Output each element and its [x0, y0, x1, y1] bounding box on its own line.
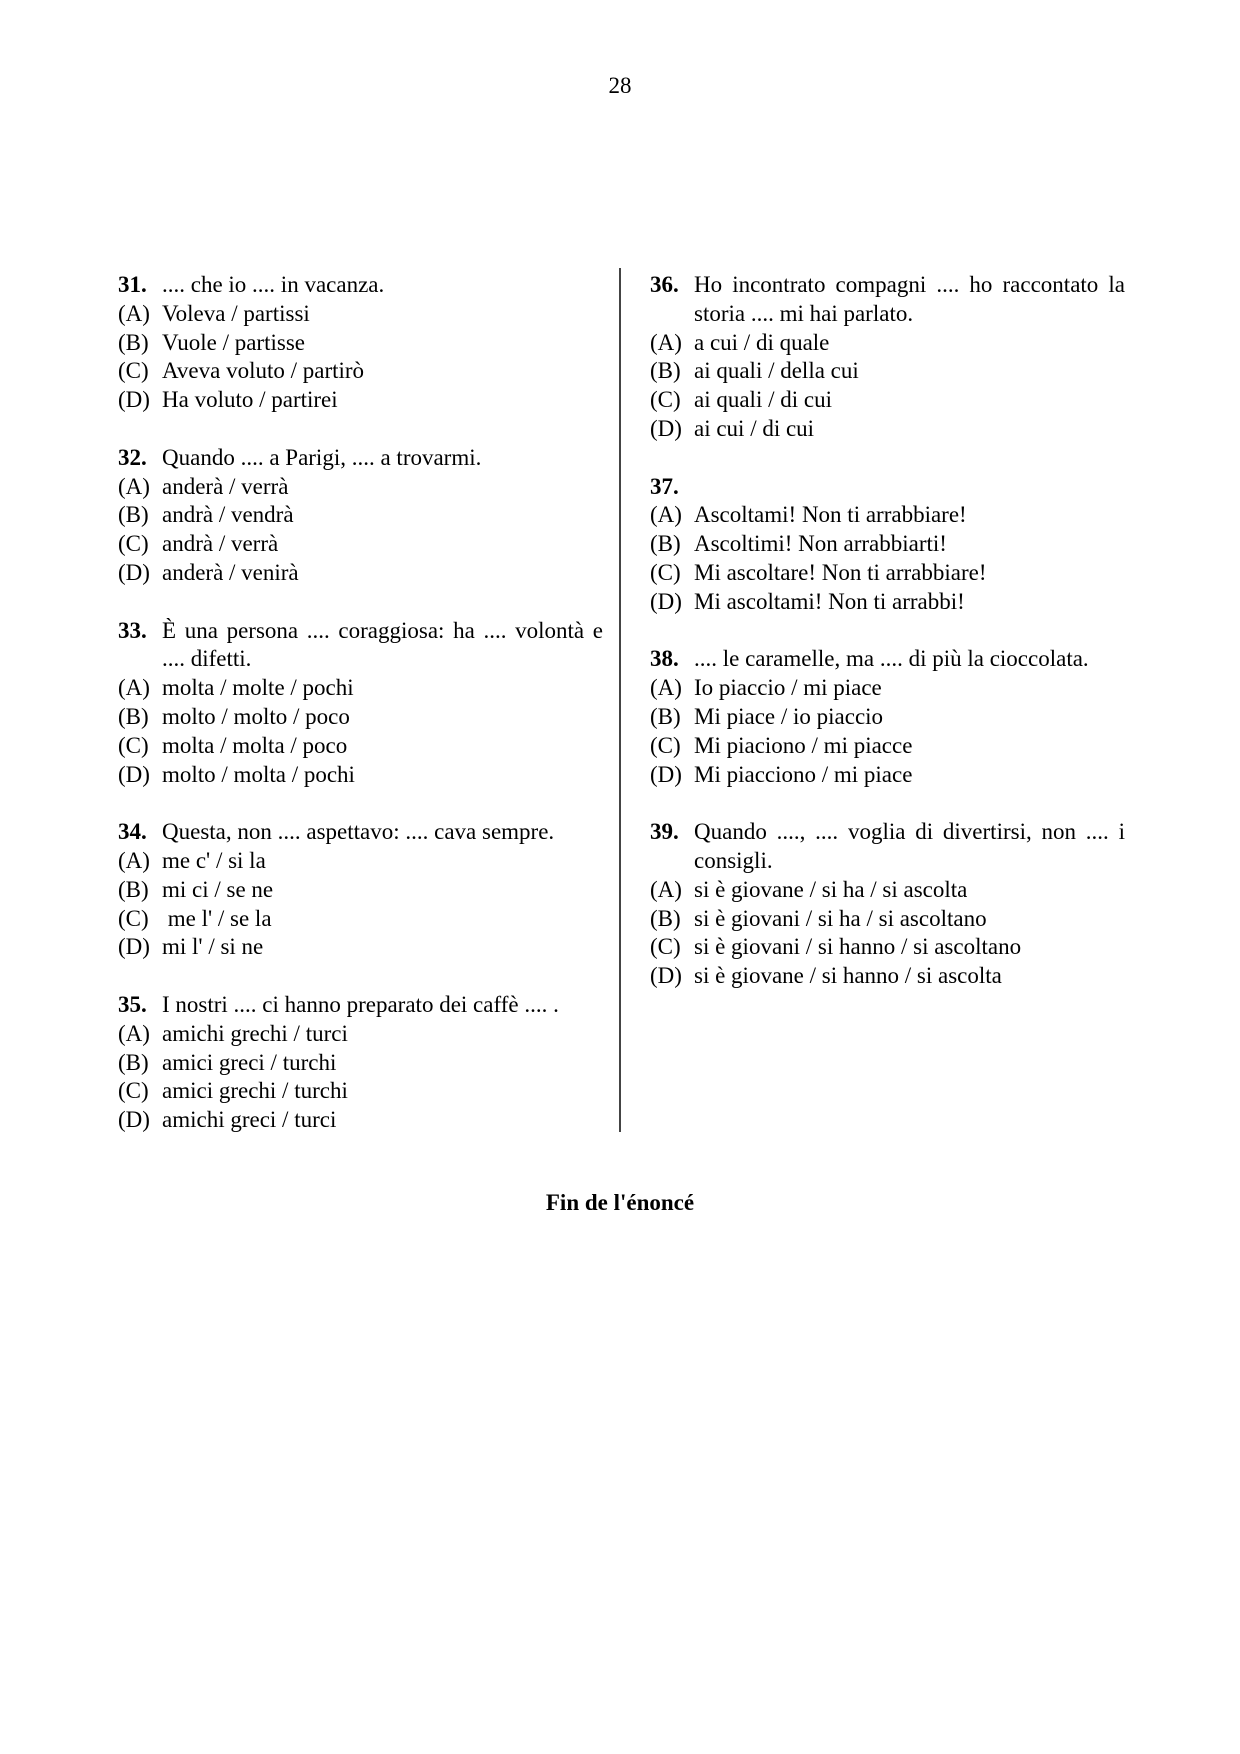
- answer-option: [650, 329, 1125, 358]
- option-text: si è giovane / si hanno / si ascolta: [694, 963, 1002, 989]
- option-text: andrà / vendrà: [162, 502, 294, 528]
- option-label: (D): [650, 963, 682, 989]
- option-label: (D): [650, 761, 682, 787]
- answer-option: [650, 905, 1125, 934]
- option-label: (B): [118, 502, 149, 528]
- answer-option: [650, 530, 1125, 559]
- question-stem: [118, 818, 603, 847]
- option-label: (B): [650, 703, 681, 729]
- question-text: [694, 473, 1125, 502]
- option-text: Mi piace / io piaccio: [694, 703, 884, 729]
- option-label: (D): [118, 1107, 150, 1133]
- option-label: (D): [118, 934, 150, 960]
- question: [118, 818, 603, 962]
- question: [118, 991, 603, 1135]
- option-text: a cui / di quale: [694, 329, 830, 355]
- question-stem: [118, 617, 603, 675]
- option-label: (A): [118, 473, 150, 499]
- column-divider: [619, 268, 621, 1132]
- question-stem: [118, 991, 603, 1020]
- answer-option: [650, 386, 1125, 415]
- answer-option: [650, 761, 1125, 790]
- option-text: mi ci / se ne: [162, 876, 274, 902]
- answer-option: [118, 386, 603, 415]
- answer-option: [650, 732, 1125, 761]
- answer-option: [118, 1049, 603, 1078]
- option-text: Mi ascoltami! Non ti arrabbi!: [694, 588, 965, 614]
- question-number: 35.: [118, 991, 147, 1017]
- answer-option: [118, 674, 603, 703]
- option-text: molta / molte / pochi: [162, 675, 354, 701]
- option-label: (D): [650, 588, 682, 614]
- option-text: Mi ascoltare! Non ti arrabbiare!: [694, 559, 987, 585]
- question: [650, 473, 1125, 617]
- option-label: (C): [118, 358, 149, 384]
- answer-option: [118, 761, 603, 790]
- option-text: me l' / se la: [162, 905, 272, 931]
- answer-option: [118, 1077, 603, 1106]
- option-text: si è giovane / si ha / si ascolta: [694, 876, 968, 902]
- question-text: I nostri .... ci hanno preparato dei caffè .... .: [162, 991, 559, 1017]
- question-number: 39.: [650, 819, 679, 845]
- right-column: [650, 271, 1125, 1020]
- option-label: (C): [650, 732, 681, 758]
- question-number: 31.: [118, 272, 147, 297]
- option-label: (B): [118, 329, 149, 355]
- option-label: (A): [650, 502, 682, 528]
- option-text: ai quali / di cui: [694, 387, 832, 413]
- option-text: Mi piacciono / mi piace: [694, 761, 913, 787]
- option-text: ai cui / di cui: [694, 415, 815, 441]
- question: [650, 645, 1125, 789]
- option-label: (A): [118, 675, 150, 701]
- option-text: molto / molto / poco: [162, 703, 350, 729]
- question-text: Ho incontrato compagni .... ho raccontato la storia .... mi hai parlato.: [694, 272, 1125, 326]
- answer-option: [118, 847, 603, 876]
- question-number: 37.: [650, 473, 679, 499]
- answer-option: [118, 530, 603, 559]
- question-number: 34.: [118, 819, 147, 845]
- answer-option: [118, 300, 603, 329]
- answer-option: [650, 933, 1125, 962]
- question-stem: [650, 473, 1125, 502]
- question-stem: [118, 444, 603, 473]
- option-label: (A): [118, 300, 150, 326]
- option-label: (B): [650, 905, 681, 931]
- option-text: ai quali / della cui: [694, 358, 859, 384]
- option-text: Ha voluto / partirei: [162, 387, 338, 413]
- option-text: Io piaccio / mi piace: [694, 675, 882, 701]
- option-text: me c' / si la: [162, 847, 266, 873]
- option-label: (A): [650, 329, 682, 355]
- option-text: andrà / verrà: [162, 531, 279, 557]
- question: [118, 271, 603, 415]
- answer-option: [650, 357, 1125, 386]
- end-of-statement: Fin de l'énoncé: [545, 1190, 695, 1215]
- answer-option: [118, 329, 603, 358]
- option-text: Mi piaciono / mi piacce: [694, 732, 913, 758]
- option-label: (C): [118, 1078, 149, 1104]
- answer-option: [118, 1106, 603, 1135]
- option-label: (D): [118, 761, 150, 787]
- question-stem: [650, 818, 1125, 876]
- option-text: amici grechi / turchi: [162, 1078, 348, 1104]
- question-text: Quando ...., .... voglia di divertirsi, non .... i consigli.: [694, 819, 1125, 873]
- option-text: amichi grechi / turci: [162, 1020, 348, 1046]
- question-stem: [650, 645, 1125, 674]
- question-stem: [650, 271, 1125, 329]
- answer-option: [650, 962, 1125, 991]
- option-text: Aveva voluto / partirò: [162, 358, 365, 384]
- page-number: 28: [608, 73, 632, 98]
- answer-option: [650, 415, 1125, 444]
- question: [650, 818, 1125, 991]
- option-label: (B): [650, 531, 681, 557]
- answer-option: [118, 703, 603, 732]
- answer-option: [650, 559, 1125, 588]
- option-text: Vuole / partisse: [162, 329, 305, 355]
- option-text: amici greci / turchi: [162, 1049, 337, 1075]
- answer-option: [118, 905, 603, 934]
- option-label: (A): [650, 675, 682, 701]
- option-label: (D): [118, 559, 150, 585]
- option-text: mi l' / si ne: [162, 934, 264, 960]
- answer-option: [118, 732, 603, 761]
- option-text: Ascoltami! Non ti arrabbiare!: [694, 502, 967, 528]
- question-text: .... le caramelle, ma .... di più la cioccolata.: [694, 646, 1089, 672]
- option-label: (A): [118, 1020, 150, 1046]
- question: [118, 617, 603, 790]
- option-text: Ascoltimi! Non arrabbiarti!: [694, 531, 947, 557]
- question: [118, 444, 603, 588]
- option-label: (C): [118, 531, 149, 557]
- option-text: molto / molta / pochi: [162, 761, 355, 787]
- question-text: Questa, non .... aspettavo: .... cava sempre.: [162, 819, 555, 845]
- answer-option: [118, 876, 603, 905]
- option-label: (B): [118, 1049, 149, 1075]
- option-label: (D): [118, 387, 150, 413]
- answer-option: [650, 703, 1125, 732]
- answer-option: [118, 501, 603, 530]
- option-text: Voleva / partissi: [162, 300, 310, 326]
- option-label: (A): [118, 847, 150, 873]
- option-text: anderà / venirà: [162, 559, 299, 585]
- question-number: 33.: [118, 617, 147, 643]
- option-label: (A): [650, 876, 682, 902]
- question-number: 32.: [118, 444, 147, 470]
- option-label: (B): [650, 358, 681, 384]
- answer-option: [118, 559, 603, 588]
- option-label: (C): [118, 905, 149, 931]
- answer-option: [118, 357, 603, 386]
- option-label: (B): [118, 703, 149, 729]
- answer-option: [118, 933, 603, 962]
- question-number: 36.: [650, 272, 679, 297]
- question-stem: [118, 271, 603, 300]
- option-text: si è giovani / si ha / si ascoltano: [694, 905, 987, 931]
- option-label: (C): [650, 387, 681, 413]
- option-label: (C): [118, 732, 149, 758]
- answer-option: [650, 588, 1125, 617]
- question: [650, 271, 1125, 444]
- option-text: molta / molta / poco: [162, 732, 348, 758]
- answer-option: [118, 1020, 603, 1049]
- option-label: (C): [650, 559, 681, 585]
- answer-option: [650, 876, 1125, 905]
- question-text: È una persona .... coraggiosa: ha .... volontà e .... difetti.: [162, 617, 603, 672]
- option-label: (C): [650, 934, 681, 960]
- option-text: anderà / verrà: [162, 473, 289, 499]
- question-text: Quando .... a Parigi, .... a trovarmi.: [162, 444, 482, 470]
- answer-option: [650, 501, 1125, 530]
- option-text: amichi greci / turci: [162, 1107, 337, 1133]
- option-text: si è giovani / si hanno / si ascoltano: [694, 934, 1022, 960]
- answer-option: [118, 473, 603, 502]
- option-label: (D): [650, 415, 682, 441]
- option-label: (B): [118, 876, 149, 902]
- question-text: .... che io .... in vacanza.: [162, 272, 385, 297]
- question-number: 38.: [650, 646, 679, 672]
- answer-option: [650, 674, 1125, 703]
- left-column: [118, 271, 603, 1164]
